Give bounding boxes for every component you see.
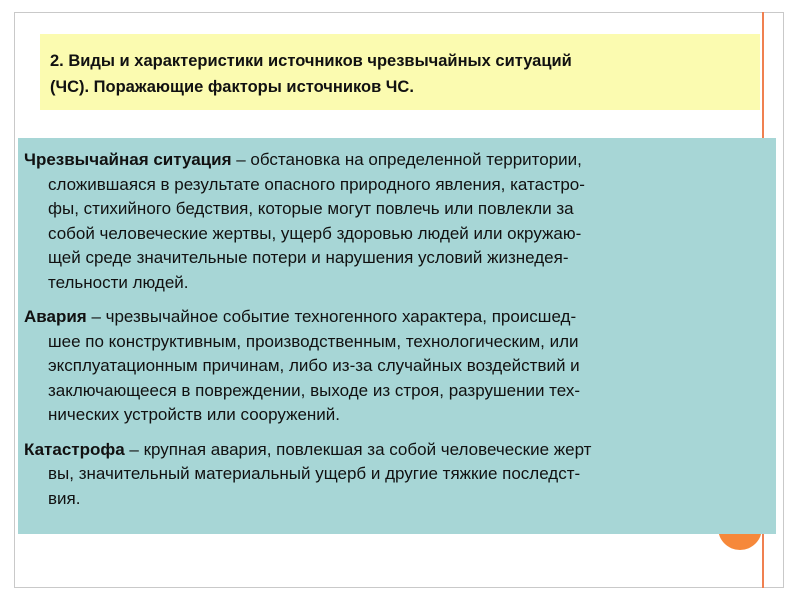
definition-line: – крупная авария, повлекшая за собой человеческие жерт <box>124 439 592 459</box>
definition-line: заключающееся в повреждении, выходе из строя, разрушении тех- <box>48 380 581 400</box>
definitions-box <box>18 138 776 534</box>
definition-line: сложившаяся в результате опасного природного явления, катастро- <box>48 174 585 194</box>
definition-line: тельности людей. <box>48 272 189 292</box>
definition-line: – обстановка на определенной территории, <box>231 150 582 169</box>
definition-line: нических устройств или сооружений. <box>48 405 341 424</box>
definition-line: щей среде значительные потери и нарушения условий жизнедея- <box>48 248 569 267</box>
term-emergency: Чрезвычайная ситуация <box>24 150 232 169</box>
definition-catastrophe <box>24 438 768 512</box>
title-line-1: 2. Виды и характеристики источников чрезвычайных ситуаций <box>50 52 572 70</box>
definition-emergency <box>24 148 768 295</box>
slide-title <box>40 34 760 110</box>
definition-line: шее по конструктивным, производственным, технологическим, или <box>48 331 579 351</box>
title-line-2: (ЧС). Поражающие факторы источников ЧС. <box>50 78 414 96</box>
term-accident: Авария <box>24 307 87 326</box>
definition-line: эксплуатационным причинам, либо из-за случайных воздействий и <box>48 356 580 375</box>
definition-line: вы, значительный материальный ущерб и другие тяжкие последст- <box>48 464 581 483</box>
definition-line: – чрезвычайное событие техногенного характера, происшед- <box>86 307 577 326</box>
definition-line: собой человеческие жертвы, ущерб здоровью людей или окружаю- <box>48 223 582 243</box>
definition-line: фы, стихийного бедствия, которые могут повлечь или повлекли за <box>48 199 574 218</box>
term-catastrophe: Катастрофа <box>24 439 125 459</box>
definition-accident <box>24 305 768 428</box>
definition-line: вия. <box>48 488 81 508</box>
